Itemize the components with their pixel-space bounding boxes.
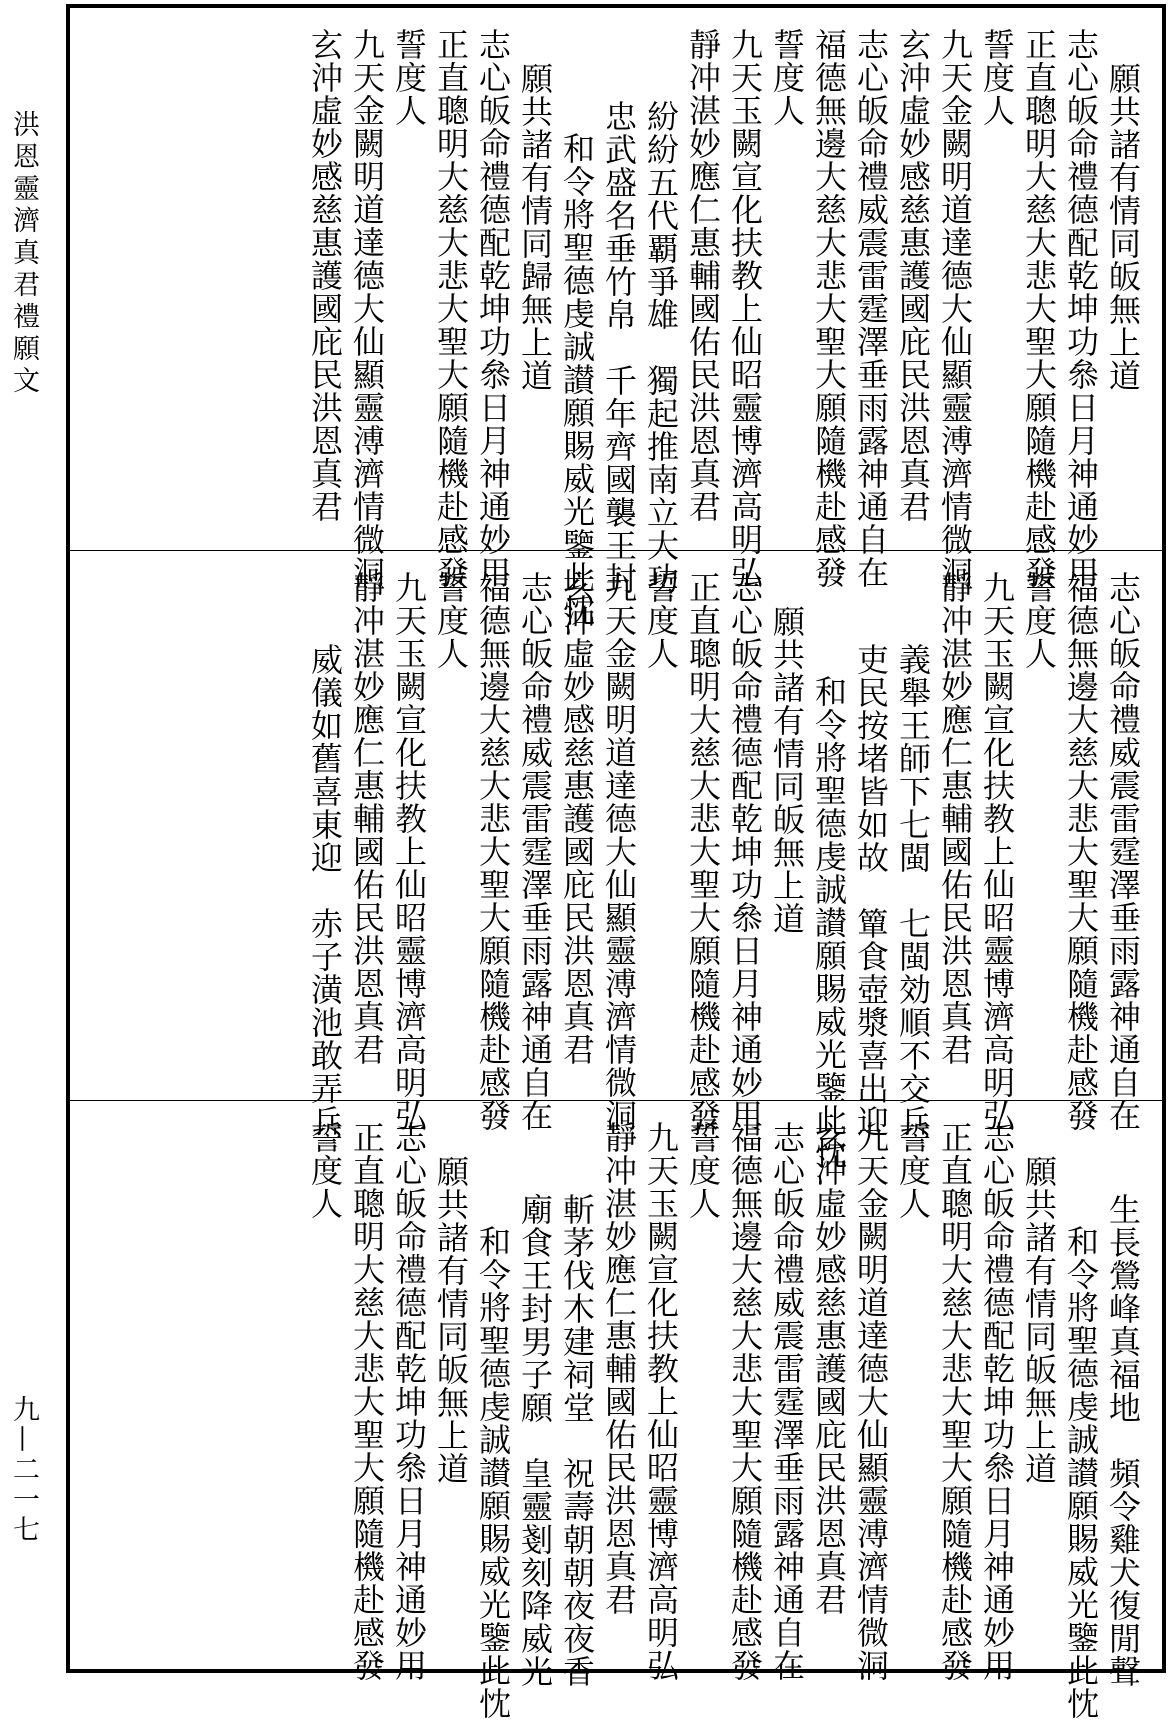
text-column: 願共諸有情同歸無上道 xyxy=(516,62,554,392)
text-column: 願共諸有情同皈無上道 xyxy=(432,1155,470,1485)
text-column: 志心皈命禮威震雷霆澤垂雨露神通自在 xyxy=(1104,571,1142,1132)
text-column: 和令將聖德虔誠讃願賜威光鑒此忱 xyxy=(810,675,848,1170)
text-column: 誓度人 xyxy=(684,1121,722,1220)
text-column: 和令將聖德虔誠讃願賜威光鑒此忱 xyxy=(558,132,596,627)
text-column: 忠武盛名垂竹帛 千年齊國襲王封 xyxy=(600,100,638,595)
register-middle xyxy=(70,551,1162,1170)
text-column: 和令將聖德虔誠讃願賜威光鑒此忱 xyxy=(474,1225,512,1720)
text-column: 誓度人 xyxy=(978,28,1016,127)
text-column: 誓度人 xyxy=(642,571,680,670)
text-column: 誓度人 xyxy=(894,1121,932,1220)
text-column: 玄沖虛妙感慈惠護國庇民洪恩真君 xyxy=(810,1121,848,1616)
text-column: 斬茅伐木建祠堂 祝壽朝朝夜夜香 xyxy=(558,1193,596,1688)
text-column: 九天玉闕宣化扶教上仙昭靈博濟高明弘 xyxy=(642,1121,680,1682)
text-column: 靜冲湛妙應仁惠輔國佑民洪恩真君 xyxy=(600,1121,638,1616)
register-top xyxy=(70,8,1162,627)
text-column: 志心皈命禮德配乾坤功叅日月神通妙用 xyxy=(474,28,512,589)
text-column: 願共諸有情同皈無上道 xyxy=(1020,1155,1058,1485)
register-bottom xyxy=(70,1101,1162,1720)
text-column: 志心皈命禮德配乾坤功叅日月神通妙用 xyxy=(390,1121,428,1682)
page-frame xyxy=(66,4,1166,1720)
text-column: 福德無邊大慈大悲大聖大願隨機赴感發 xyxy=(1062,571,1100,1132)
text-column: 正直聰明大慈大悲大聖大願隨機赴感發 xyxy=(432,28,470,589)
text-column: 福德無邊大慈大悲大聖大願隨機赴感發 xyxy=(810,28,848,589)
text-column: 靜冲湛妙應仁惠輔國佑民洪恩真君 xyxy=(348,571,386,1066)
text-column: 威儀如舊喜東迎 赤子潢池敢弄兵 xyxy=(306,643,344,1138)
text-column: 願共諸有情同皈無上道 xyxy=(1104,62,1142,392)
text-column: 正直聰明大慈大悲大聖大願隨機赴感發 xyxy=(936,1121,974,1682)
text-column: 志心皈命禮威震雷霆澤垂雨露神通自在 xyxy=(516,571,554,1132)
text-column: 玄沖虛妙感慈惠護國庇民洪恩真君 xyxy=(894,28,932,523)
text-column: 誓度人 xyxy=(432,571,470,670)
register-text xyxy=(130,28,1144,627)
text-column: 九天玉闕宣化扶教上仙昭靈博濟高明弘 xyxy=(978,571,1016,1132)
text-column: 紛紛五代覇爭雄 獨起推南立大功 xyxy=(642,100,680,595)
text-column: 誓度人 xyxy=(1020,571,1058,670)
text-column: 生長鶯峰真福地 頻令雞犬復閒聲 xyxy=(1104,1193,1142,1688)
margin-book-title: 洪恩靈濟真君禮願文 xyxy=(8,110,39,398)
text-column: 正直聰明大慈大悲大聖大願隨機赴感發 xyxy=(1020,28,1058,589)
text-column: 靜冲湛妙應仁惠輔國佑民洪恩真君 xyxy=(936,571,974,1066)
text-column: 九天玉闕宣化扶教上仙昭靈博濟高明弘 xyxy=(726,28,764,589)
text-column: 靜冲湛妙應仁惠輔國佑民洪恩真君 xyxy=(684,28,722,523)
register-text xyxy=(130,571,1144,1170)
text-column: 志心皈命禮德配乾坤功叅日月神通妙用 xyxy=(1062,28,1100,589)
text-column: 九天金闕明道達德大仙顯靈溥濟情微洞 xyxy=(600,571,638,1132)
text-column: 誓度人 xyxy=(768,28,806,127)
text-column: 和令將聖德虔誠讃願賜威光鑒此忱 xyxy=(1062,1225,1100,1720)
text-column: 義舉王師下七閩 七閩効順不交兵 xyxy=(894,643,932,1138)
text-column: 志心皈命禮德配乾坤功叅日月神通妙用 xyxy=(978,1121,1016,1682)
text-column: 玄沖虛妙感慈惠護國庇民洪恩真君 xyxy=(306,28,344,523)
text-column: 志心皈命禮威震雷霆澤垂雨露神通自在 xyxy=(768,1121,806,1682)
text-column: 願共諸有情同皈無上道 xyxy=(768,605,806,935)
register-text xyxy=(130,1121,1144,1720)
text-column: 福德無邊大慈大悲大聖大願隨機赴感發 xyxy=(474,571,512,1132)
text-column: 正直聰明大慈大悲大聖大願隨機赴感發 xyxy=(684,571,722,1132)
text-column: 九天金闕明道達德大仙顯靈溥濟情微洞 xyxy=(852,1121,890,1682)
text-column: 九天玉闕宣化扶教上仙昭靈博濟高明弘 xyxy=(390,571,428,1132)
text-column: 志心皈命禮德配乾坤功叅日月神通妙用 xyxy=(726,571,764,1132)
text-column: 福德無邊大慈大悲大聖大願隨機赴感發 xyxy=(726,1121,764,1682)
text-column: 吏民按堵皆如故 簞食壺漿喜出迎 xyxy=(852,643,890,1138)
text-column: 廟食王封男子願 皇靈剗刻降威光 xyxy=(516,1193,554,1688)
margin-page-number: 九—二一七 xyxy=(8,1395,39,1545)
text-column: 正直聰明大慈大悲大聖大願隨機赴感發 xyxy=(348,1121,386,1682)
text-column: 玄沖虛妙感慈惠護國庇民洪恩真君 xyxy=(558,571,596,1066)
text-column: 誓度人 xyxy=(390,28,428,127)
text-column: 志心皈命禮威震雷霆澤垂雨露神通自在 xyxy=(852,28,890,589)
text-column: 九天金闕明道達德大仙顯靈溥濟情微洞 xyxy=(936,28,974,589)
text-column: 誓度人 xyxy=(306,1121,344,1220)
text-column: 九天金闕明道達德大仙顯靈溥濟情微洞 xyxy=(348,28,386,589)
